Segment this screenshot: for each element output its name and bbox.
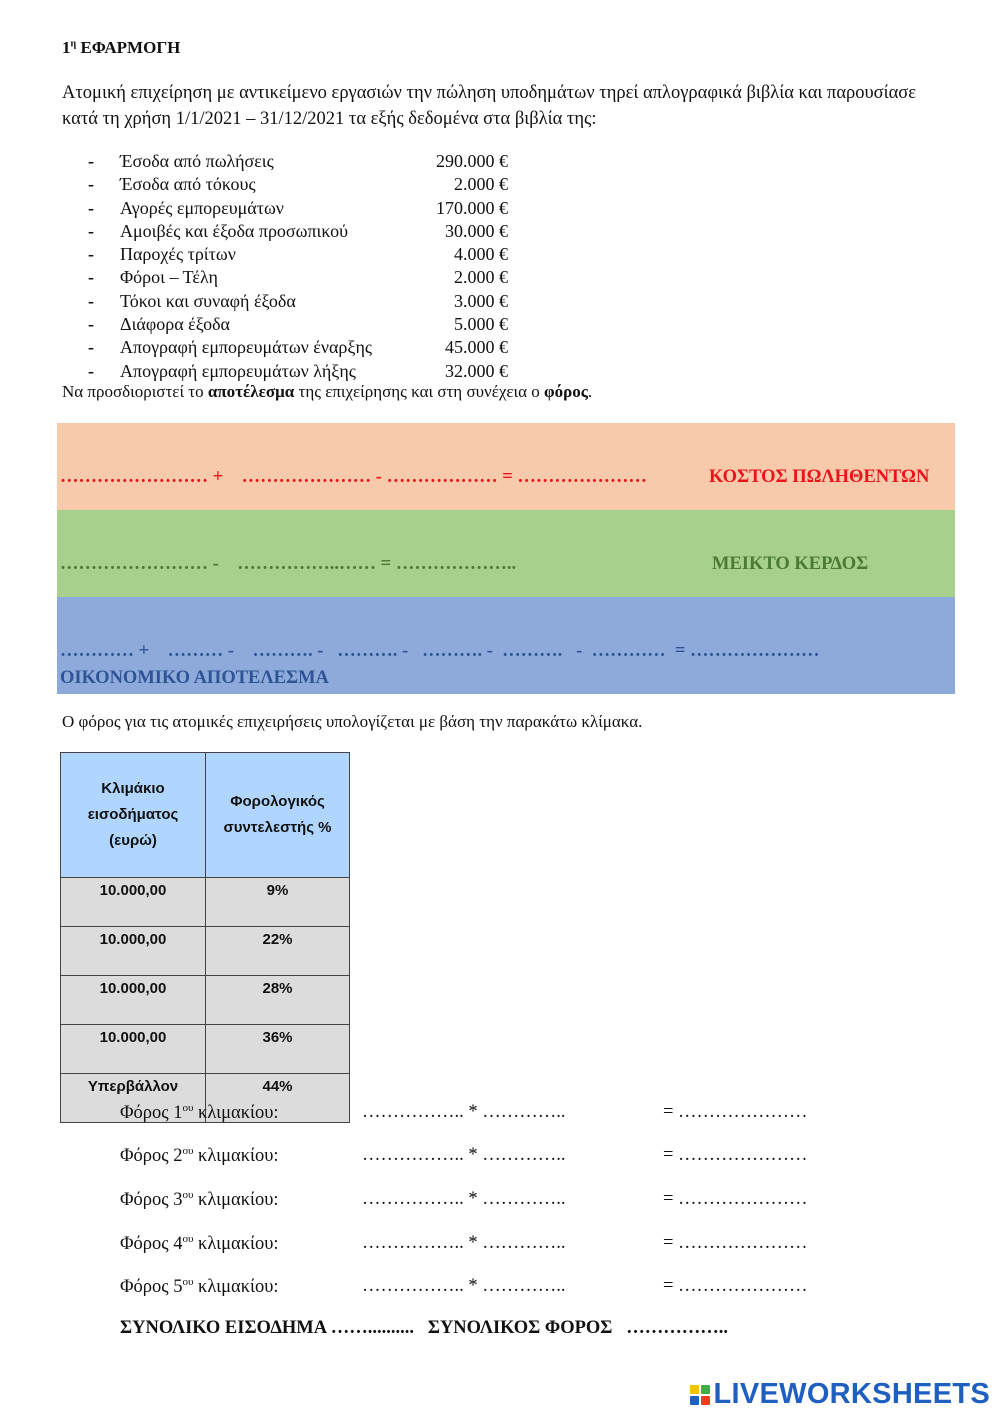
- cost-label: ΚΟΣΤΟΣ ΠΩΛΗΘΕΝΤΩΝ: [709, 467, 930, 487]
- table-header-row: [61, 753, 350, 878]
- result-label: ΟΙΚΟΝΟΜΙΚΟ ΑΠΟΤΕΛΕΣΜΑ: [60, 668, 329, 688]
- tax-calc-row-5: Φόρος $5^{o\upsilon}$ κλιμακίου: …………….. * ………….. = …………………: [120, 1276, 808, 1298]
- logo-text: LIVEWORKSHEETS: [713, 1378, 990, 1410]
- list-item: - Απογραφή εμπορευμάτων λήξης 32.000 €: [88, 360, 508, 381]
- gross-profit-band: [57, 510, 955, 597]
- list-item: - Διάφορα έξοδα 5.000 €: [88, 314, 508, 335]
- list-item: - Έσοδα από πωλήσεις 290.000 €: [88, 151, 508, 171]
- profit-formula[interactable]: …………………… - ……………..…… = ………………..: [60, 554, 517, 574]
- list-item: - Τόκοι και συναφή έξοδα 3.000 €: [88, 290, 508, 311]
- data-list: [88, 150, 508, 383]
- cost-of-sales-band: [57, 423, 955, 510]
- table-row: 10.000,00 28%: [61, 976, 350, 1025]
- table-row: 10.000,00 9%: [61, 878, 350, 927]
- result-formula[interactable]: ………… + ……… - ………. - ………. - ………. - ………. - ………… = …………………: [60, 641, 820, 661]
- economic-result-band: [57, 597, 955, 694]
- list-item: - Φόροι – Τέλη 2.000 €: [88, 267, 508, 288]
- logo-block: [690, 1396, 699, 1405]
- tax-calc-row-1: Φόρος $1^{o\upsilon}$ κλιμακίου: …………….. * ………….. = …………………: [120, 1102, 808, 1124]
- logo-block: [701, 1385, 710, 1394]
- tax-note: Ο φόρος για τις ατομικές επιχειρήσεις υπολογίζεται με βάση την παρακάτω κλίμακα.: [62, 712, 643, 731]
- list-item: - Αγορές εμπορευμάτων 170.000 €: [88, 197, 508, 218]
- list-item: - Έσοδα από τόκους 2.000 €: [88, 174, 508, 195]
- liveworksheets-logo: [690, 1378, 991, 1411]
- header-income-bracket: Κλιμάκιο εισοδήματος (ευρώ): [61, 753, 206, 878]
- intro-paragraph: Ατομική επιχείρηση με αντικείμενο εργασιών την πώληση υποδημάτων τηρεί απλογραφικά βιβλία και παρουσίασε κατά τη χρήση 1/1/2021 – 31/12/2021 τα εξής δεδομένα στα βιβλία της:: [62, 83, 917, 129]
- exercise-title: $1^\eta$ ΕΦΑΡΜΟΓΗ: [62, 38, 181, 57]
- table-row: Υπερβάλλον 44%: [61, 1074, 350, 1123]
- table-row: 10.000,00 22%: [61, 927, 350, 976]
- list-item: - Αμοιβές και έξοδα προσωπικού 30.000 €: [88, 220, 508, 241]
- cost-formula[interactable]: …………………… + ………………… - ……………… = …………………: [60, 467, 652, 487]
- question-text: Να προσδιοριστεί το αποτέλεσμα της επιχείρησης και στη συνέχεια ο φόρος.: [62, 382, 593, 401]
- list-item: - Παροχές τρίτων 4.000 €: [88, 244, 508, 265]
- totals-line[interactable]: ΣΥΝΟΛΙΚΟ ΕΙΣΟΔΗΜΑ …….......... ΣΥΝΟΛΙΚΟΣ ΦΟΡΟΣ ……………..: [120, 1318, 729, 1338]
- table-row: 10.000,00 36%: [61, 1025, 350, 1074]
- logo-blocks-icon: [690, 1385, 710, 1405]
- logo-block: [690, 1385, 699, 1394]
- header-tax-rate: Φορολογικός συντελεστής %: [206, 753, 350, 878]
- tax-calc-row-4: Φόρος $4^{o\upsilon}$ κλιμακίου: …………….. * ………….. = …………………: [120, 1233, 808, 1255]
- tax-calc-row-2: Φόρος $2^{o\upsilon}$ κλιμακίου: …………….. * ………….. = …………………: [120, 1145, 808, 1167]
- tax-calc-row-3: Φόρος $3^{o\upsilon}$ κλιμακίου: …………….. * ………….. = …………………: [120, 1189, 808, 1211]
- profit-label: ΜΕΙΚΤΟ ΚΕΡΔΟΣ: [712, 554, 869, 574]
- list-item: - Απογραφή εμπορευμάτων έναρξης 45.000 €: [88, 337, 508, 358]
- logo-block: [701, 1396, 710, 1405]
